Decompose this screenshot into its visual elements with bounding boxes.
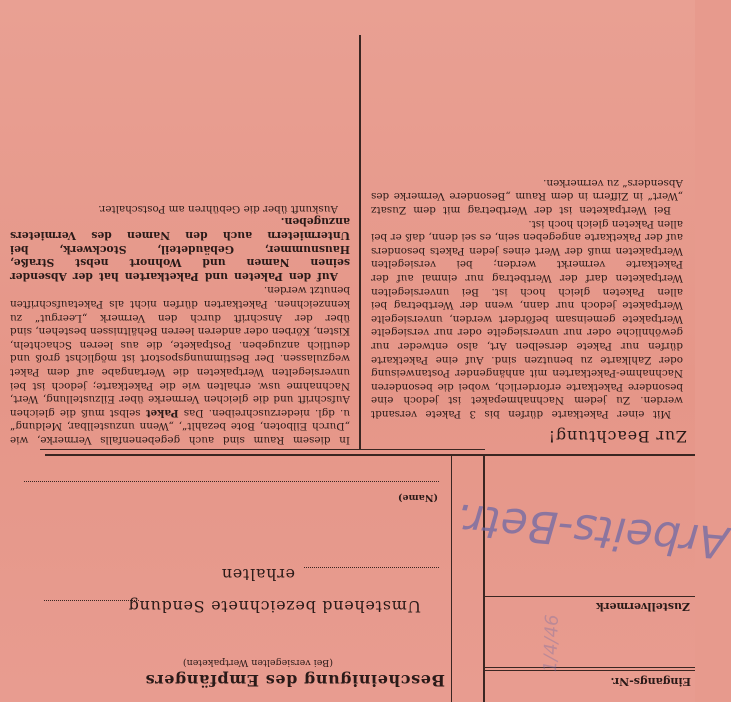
notice-heading: Zur Beachtung! bbox=[547, 427, 687, 446]
horizontal-divider-right bbox=[40, 449, 485, 450]
notice-col2-paket: Paket bbox=[145, 406, 179, 419]
notice-col1-para1: Mit einer Paketkarte dürfen bis 3 Pakete versandt werden. Zu jedem Nachnahmepaket ist jedoch eine besondere Paketkarte erforderlich, wobei die besonderen Nachnahme-Paketkarten mit anhängender Postanweisung oder Zahlkarte zu benutzen sind. Auf eine Paketkarte dürfen nur Pakete derselben Art, also entweder nur gewöhnliche oder nur unversiegelte oder nur versiegelte Wertpakete gemeinsam befördert werden, unversiegelte Wertpakete jedoch nur dann, wenn der Wertbetrag bei allen Paketen gleich hoch ist. Bei unversiegelten Wertpaketen darf der Wertbetrag nur einmal auf der Paketkarte vermerkt werden; bei versiegelten Wertpaketen muß der Wert eines jeden Pakets besonders auf der Paketkarte angegeben sein, es sei denn, daß er bei allen Paketen gleich hoch ist. bbox=[371, 217, 683, 420]
handwritten-note: Arbeits-Betr. bbox=[453, 493, 731, 568]
receipt-name-dots bbox=[24, 481, 439, 482]
notice-column-right bbox=[10, 201, 350, 446]
receipt-line2: erhalten bbox=[221, 565, 295, 584]
handwritten-date: 1/4/46 bbox=[540, 614, 564, 673]
eingangs-underline-2 bbox=[485, 667, 695, 668]
receipt-line1-dots bbox=[44, 600, 139, 601]
receipt-title: Bescheinigung des Empfängers bbox=[144, 671, 445, 690]
receipt-subtitle: (Bei versiegelten Wertpaketen) bbox=[182, 657, 333, 668]
notice-column-left bbox=[371, 175, 683, 420]
notice-col2-c: selbst muß die gleichen Aufschrift und die gleichen Vermerke über Eilzustellung, Wert, Nachnahme usw. erhalten wie die Paketkarte; jedoch ist bei unversiegelten Wertpaketen die Wertangabe auf dem Paket wegzulassen. Der Bestimmungspostort ist möglichst groß und deutlich anzugeben. Postpakete, die aus leeren Schachteln, Kisten, Körben oder anderen leeren Behältnissen bestehen, sind über der Anschrift durch den Vermerk „Leergut“ zu kennzeichnen. Paketkarten dürfen nicht als Paketaufschriften benutzt werden. bbox=[9, 284, 350, 419]
notice-col1-para2: Bei Wertpaketen ist der Wertbetrag mit dem Zusatz „Wert“ in Ziffern in dem Raum „Besondere Vermerke des Absenders“ zu vermerken. bbox=[371, 176, 683, 217]
notice-col2-a: In diesem Raum sind auch gegebenenfalls Vermerke, wie „Durch Eilboten, Bote bezahlt“, „Wenn unzustellbar, Meldung“ u. dgl. niederzuschreiben. Das bbox=[10, 406, 350, 446]
horizontal-divider-top bbox=[45, 455, 695, 457]
receipt-line2-dots bbox=[304, 567, 439, 568]
eingangs-underline bbox=[485, 670, 695, 671]
zustell-underline bbox=[485, 596, 695, 597]
vertical-divider-notice bbox=[360, 35, 362, 450]
receipt-name-label: (Name) bbox=[398, 492, 438, 503]
notice-col2-bold: Auf den Paketen und Paketkarten hat der Absender seinen Namen und Wohnort nebst Straße, Hausnummer, Gebäudeteil, Stockwerk, bei Untermietern auch den Namen des Vermieters anzugeben. bbox=[10, 215, 350, 283]
vertical-divider-top bbox=[484, 455, 486, 702]
eingangs-nr-label: Eingangs-Nr. bbox=[610, 675, 691, 688]
notice-col2-end: Auskunft über die Gebühren am Postschalter. bbox=[98, 202, 338, 215]
receipt-line1: Umstehend bezeichnete Sendung bbox=[127, 597, 421, 616]
zustellvermerk-label: Zustellvermerk bbox=[596, 600, 690, 613]
